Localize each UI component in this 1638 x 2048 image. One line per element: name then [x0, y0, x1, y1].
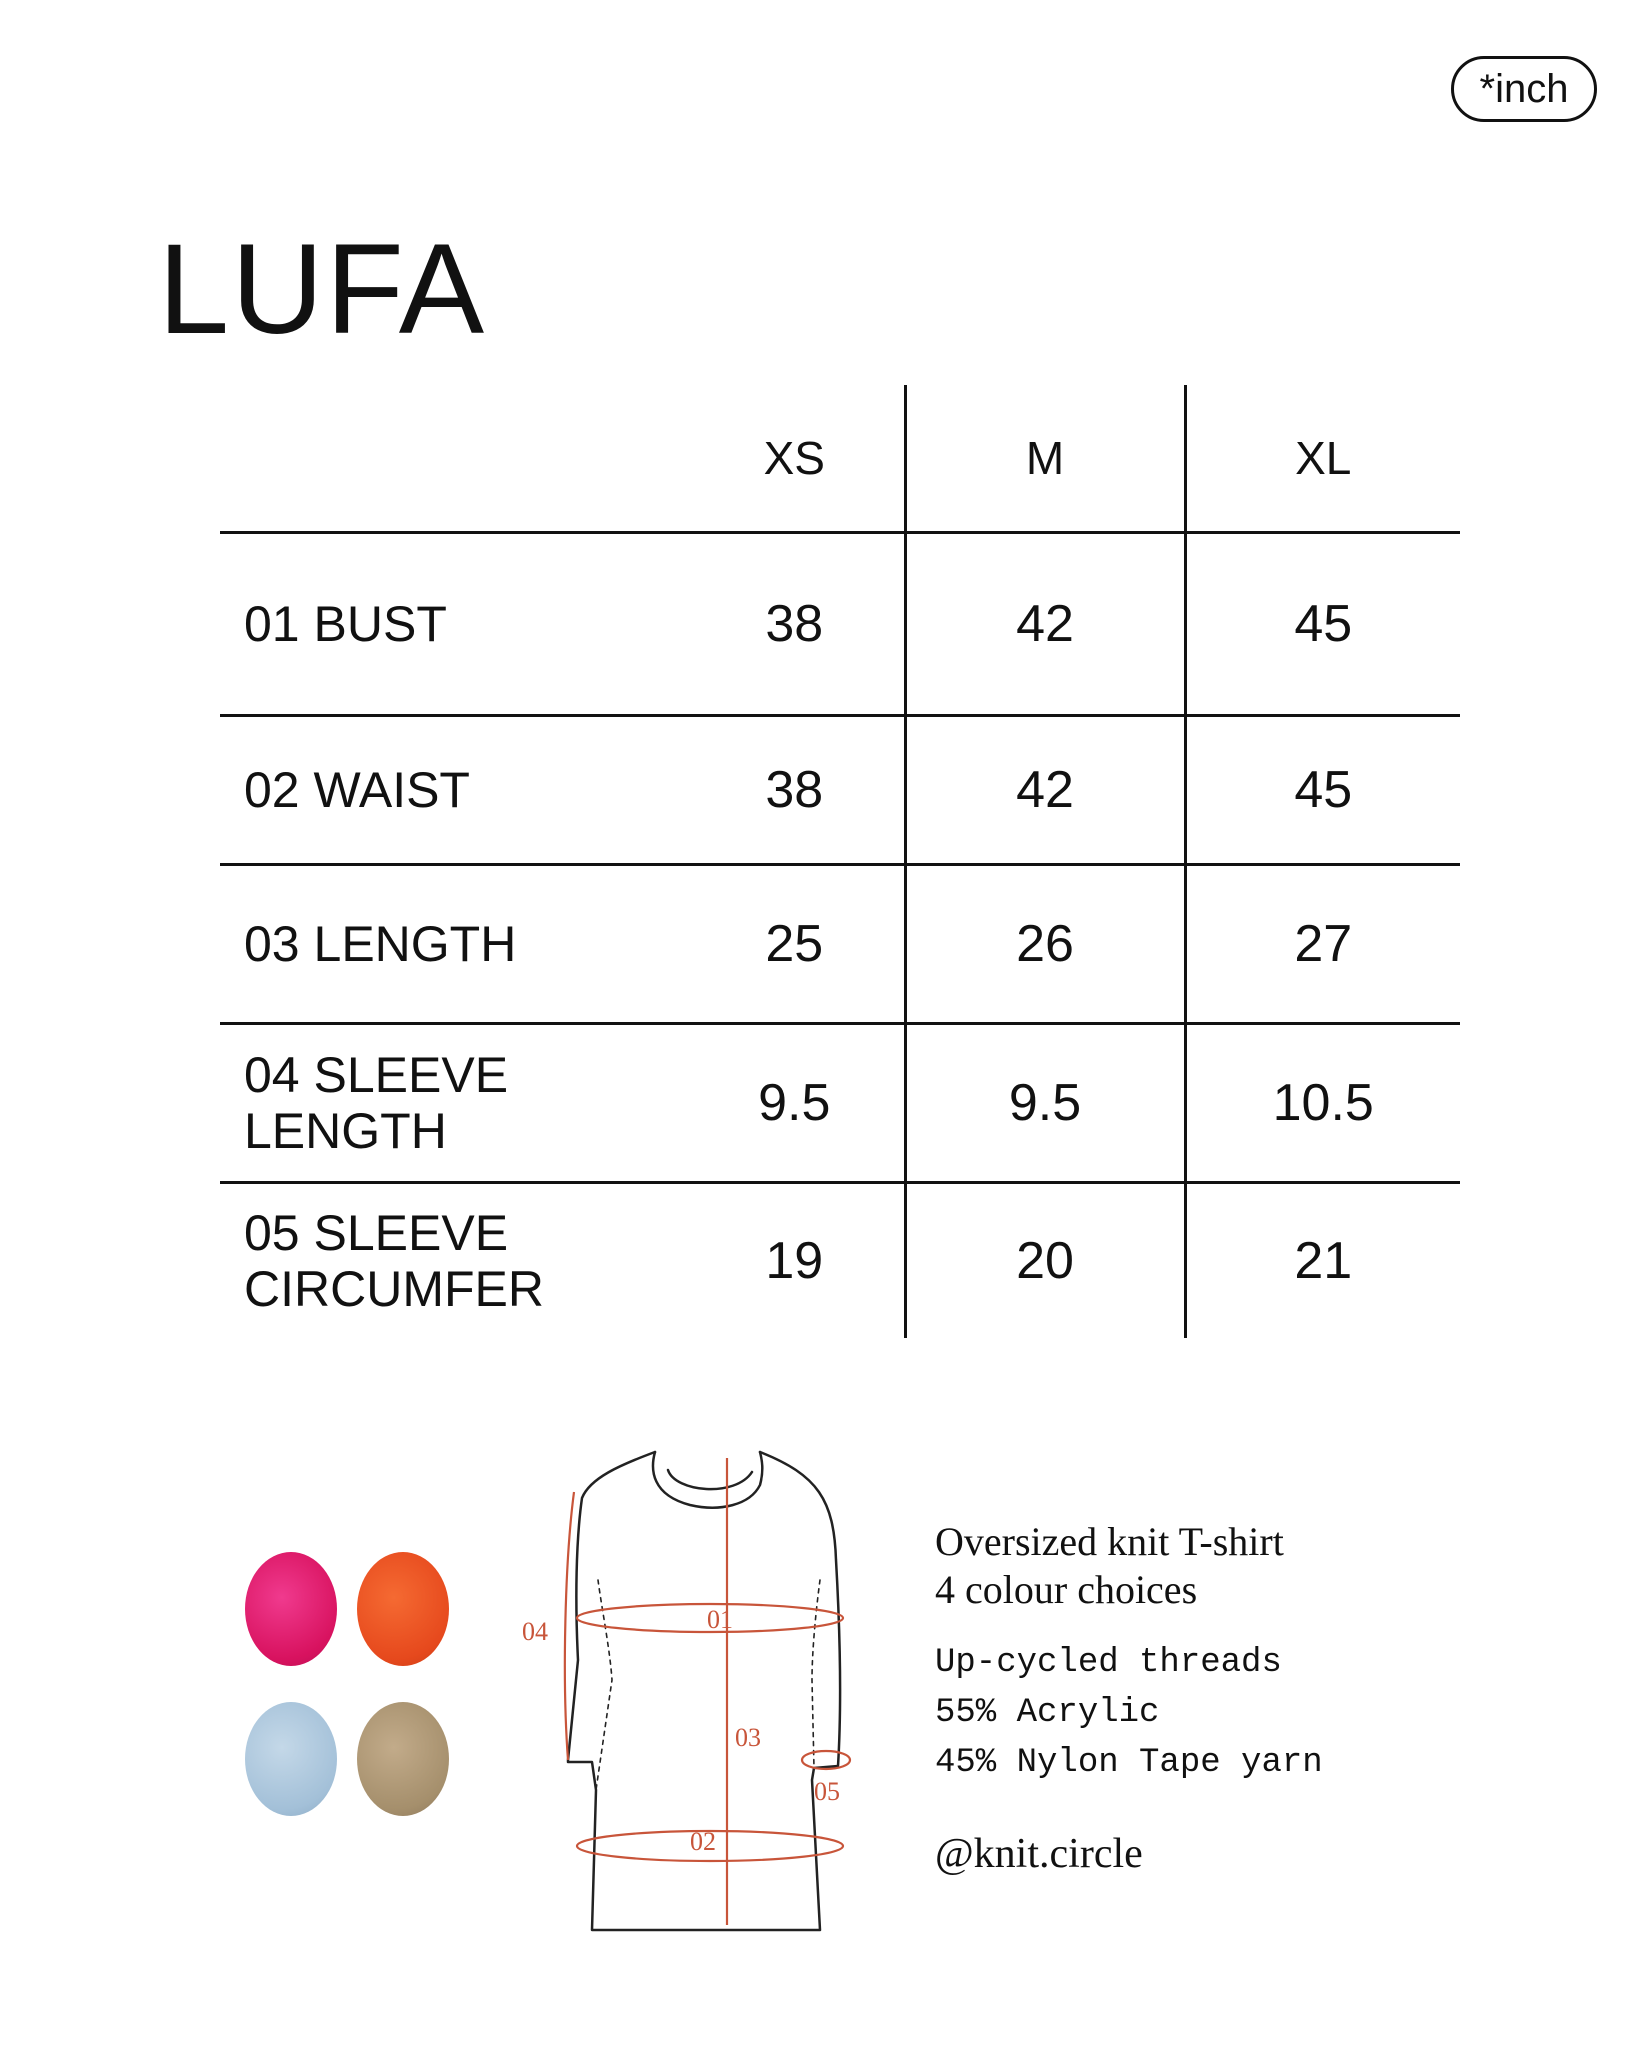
size-header-xs: XS	[685, 385, 905, 533]
measurement-label	[220, 1183, 685, 1339]
product-info	[935, 1518, 1535, 1878]
swatch-orange	[357, 1552, 449, 1666]
sleeve-length-guide	[565, 1492, 574, 1760]
measure-label-04: 04	[522, 1617, 548, 1646]
value-xl: 27	[1185, 865, 1460, 1024]
value-xs: 25	[685, 865, 905, 1024]
unit-label: *inch	[1479, 66, 1569, 111]
measurement-label	[220, 716, 685, 865]
table-row	[220, 865, 1460, 1024]
value-xs: 38	[685, 716, 905, 865]
value-xs: 38	[685, 533, 905, 716]
table-row	[220, 716, 1460, 865]
tshirt-outline	[568, 1452, 840, 1930]
social-handle: @knit.circle	[935, 1831, 1143, 1877]
value-m: 26	[905, 865, 1185, 1024]
colour-swatches	[245, 1552, 455, 1862]
label-line: 03 LENGTH	[244, 916, 517, 972]
header-empty-cell	[220, 385, 685, 533]
table-row	[220, 1183, 1460, 1339]
measure-label-02: 02	[690, 1827, 716, 1856]
swatch-beige	[357, 1702, 449, 1816]
material-line: 45% Nylon Tape yarn	[935, 1744, 1323, 1782]
sleeve-circumference-ellipse	[802, 1751, 850, 1769]
material-line: 55% Acrylic	[935, 1694, 1160, 1732]
label-line: 02 WAIST	[244, 762, 470, 818]
value-xs: 9.5	[685, 1024, 905, 1183]
measure-label-01: 01	[707, 1605, 733, 1634]
value-xl: 45	[1185, 533, 1460, 716]
measurement-label	[220, 865, 685, 1024]
size-header-m: M	[905, 385, 1185, 533]
waist-ellipse	[577, 1831, 843, 1861]
label-line: 01 BUST	[244, 596, 447, 652]
label-line: 05 SLEEVE	[244, 1205, 509, 1261]
swatch-pink	[245, 1552, 337, 1666]
colour-choices: 4 colour choices	[935, 1567, 1198, 1612]
value-xs: 19	[685, 1183, 905, 1339]
size-header-xl: XL	[1185, 385, 1460, 533]
swatch-light-blue	[245, 1702, 337, 1816]
value-xl: 45	[1185, 716, 1460, 865]
measurement-label	[220, 1024, 685, 1183]
table-row	[220, 1024, 1460, 1183]
value-m: 42	[905, 533, 1185, 716]
measure-label-03: 03	[735, 1723, 761, 1752]
size-chart-table	[220, 385, 1460, 1338]
bust-ellipse	[577, 1604, 843, 1632]
value-m: 20	[905, 1183, 1185, 1339]
label-line: CIRCUMFER	[244, 1261, 544, 1317]
product-description: Oversized knit T-shirt	[935, 1519, 1284, 1564]
label-line: 04 SLEEVE	[244, 1047, 509, 1103]
product-title: LUFA	[158, 218, 487, 361]
material-line: Up-cycled threads	[935, 1644, 1282, 1682]
measurement-label	[220, 533, 685, 716]
value-xl: 21	[1294, 1232, 1353, 1290]
size-header-row	[220, 385, 1460, 533]
value-m: 9.5	[905, 1024, 1185, 1183]
label-line: LENGTH	[244, 1103, 447, 1159]
unit-badge	[1451, 56, 1597, 122]
value-xl: 10.5	[1185, 1024, 1460, 1183]
measure-guides	[565, 1458, 850, 1925]
value-m: 42	[905, 716, 1185, 865]
table-row	[220, 533, 1460, 716]
measure-label-05: 05	[814, 1777, 840, 1806]
